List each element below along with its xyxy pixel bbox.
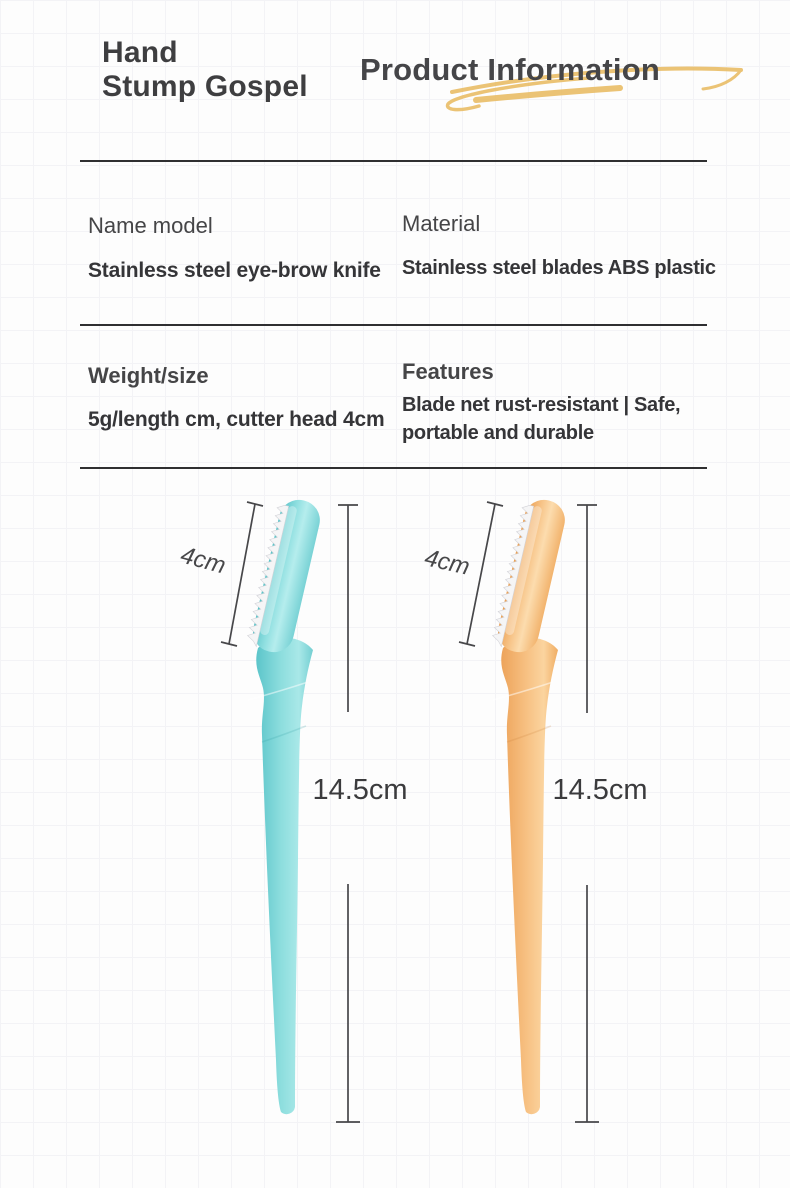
teal-blade-length-label: 4cm xyxy=(177,541,229,580)
spec-value-name-model: Stainless steel eye-brow knife xyxy=(88,259,381,282)
spec-value-weight-size: 5g/length cm, cutter head 4cm xyxy=(88,408,385,431)
brand-name-line1: Hand xyxy=(102,36,178,69)
spec-label-weight-size: Weight/size xyxy=(88,363,209,388)
spec-value-features: Blade net rust-resistant | Safe, portable and durable xyxy=(402,394,681,444)
page-title: Product Information xyxy=(360,52,661,87)
spec-label-material: Material xyxy=(402,211,481,236)
spec-value-material: Stainless steel blades ABS plastic xyxy=(402,257,716,279)
orange-total-length-label: 14.5cm xyxy=(552,774,648,806)
teal-total-length-label: 14.5cm xyxy=(312,774,408,806)
spec-label-features: Features xyxy=(402,359,494,384)
spec-label-name-model: Name model xyxy=(88,213,213,238)
brand-name-line2: Stump Gospel xyxy=(102,70,308,103)
orange-blade-length-label: 4cm xyxy=(421,544,473,581)
